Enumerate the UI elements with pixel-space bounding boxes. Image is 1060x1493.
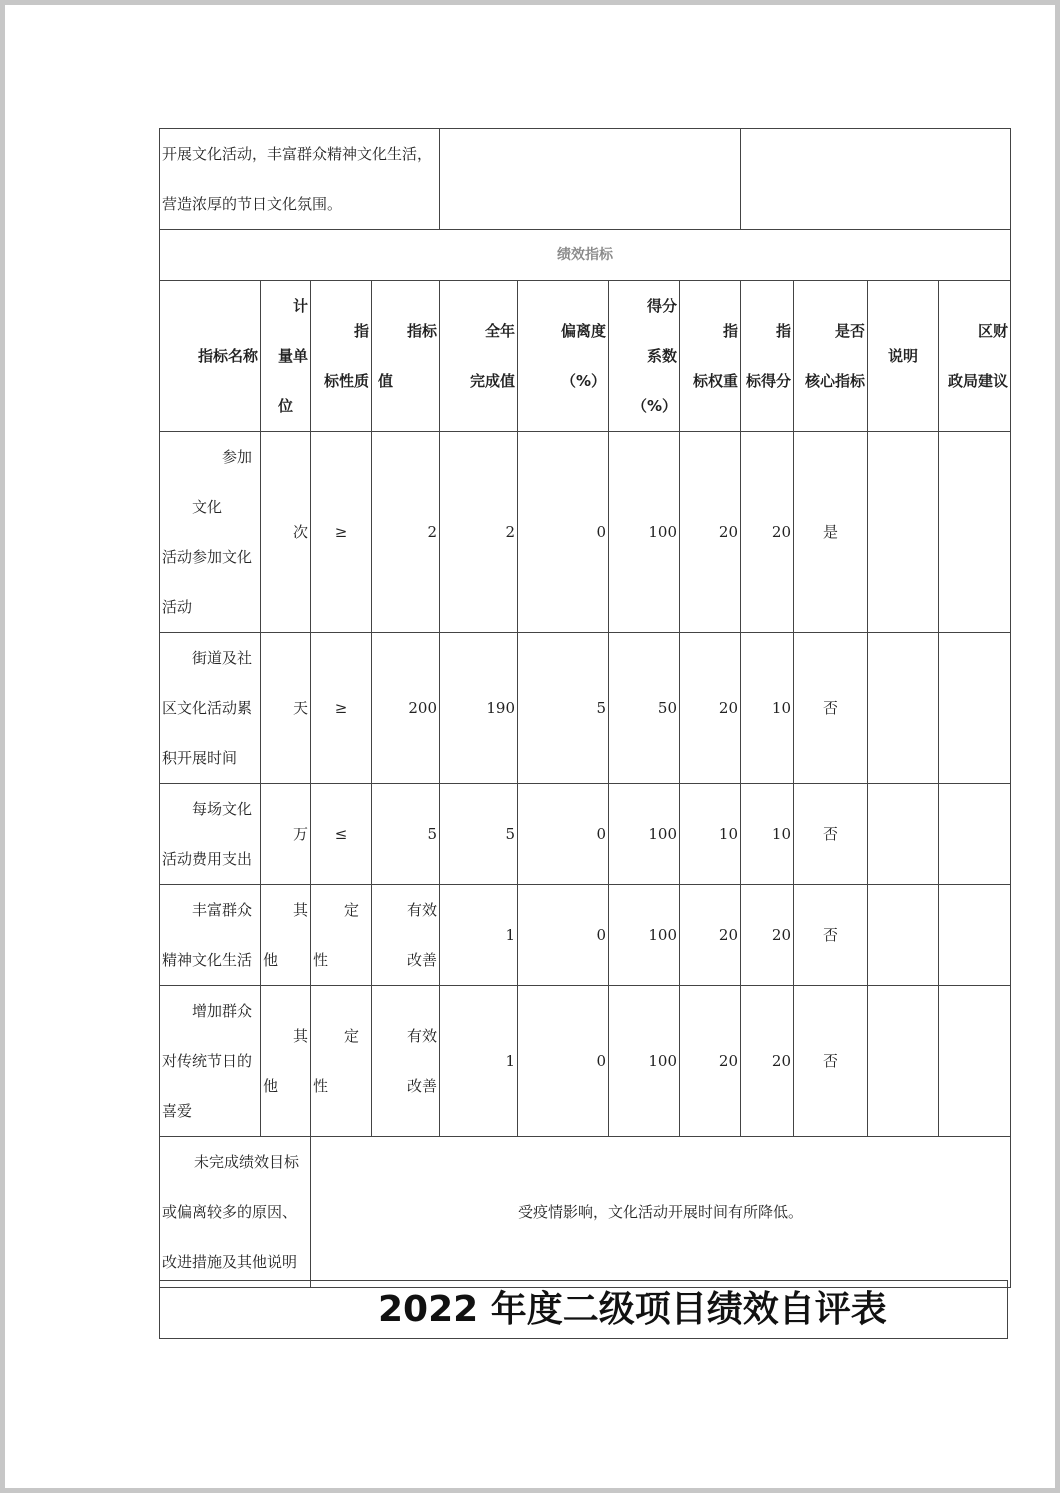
header-unit-line: 位	[277, 397, 293, 415]
goal-empty-cell	[741, 129, 1011, 230]
reason-label-line: 改进措施及其他说明	[162, 1253, 298, 1271]
value-line: 改善	[407, 951, 438, 969]
deviation-cell: 5	[518, 633, 609, 784]
core-cell: 否	[794, 784, 868, 885]
performance-table	[159, 128, 1011, 1288]
table-row	[160, 784, 1011, 885]
header-nature	[311, 281, 372, 432]
table-row	[160, 986, 1011, 1137]
header-nature-line: 指	[353, 322, 369, 340]
value-cell: 2	[372, 432, 440, 633]
value-line: 有效	[407, 1027, 438, 1045]
header-nature-line: 标性质	[323, 372, 369, 390]
header-core	[794, 281, 868, 432]
weight-cell: 20	[680, 986, 741, 1137]
header-unit-line: 量单	[277, 347, 308, 365]
unit-cell	[261, 986, 311, 1137]
header-deviation-line: （%）	[560, 372, 607, 390]
note-cell	[868, 885, 939, 986]
coefficient-cell: 50	[609, 633, 680, 784]
deviation-cell: 0	[518, 784, 609, 885]
note-cell	[868, 633, 939, 784]
score-cell: 10	[741, 784, 794, 885]
header-advice-line: 区财	[978, 322, 1009, 340]
indicator-name	[160, 885, 261, 986]
actual-cell: 2	[440, 432, 518, 633]
table-row	[160, 885, 1011, 986]
header-score-line: 标得分	[746, 372, 792, 390]
value-line: 改善	[407, 1077, 438, 1095]
unit-cell: 万	[261, 784, 311, 885]
deviation-cell: 0	[518, 432, 609, 633]
reason-label	[160, 1137, 311, 1288]
unit-line: 他	[263, 951, 279, 969]
value-cell	[372, 986, 440, 1137]
header-row	[160, 281, 1011, 432]
table-row	[160, 432, 1011, 633]
header-deviation-line: 偏离度	[561, 322, 607, 340]
note-cell	[868, 784, 939, 885]
indicator-name-line: 每场文化	[192, 800, 253, 818]
value-line: 有效	[407, 901, 438, 919]
header-core-line: 是否	[835, 322, 866, 340]
indicator-name	[160, 432, 261, 633]
actual-cell: 5	[440, 784, 518, 885]
header-actual	[440, 281, 518, 432]
goal-text-line: 开展文化活动，丰富群众精神文化生活，	[162, 145, 433, 163]
indicator-name-line: 区文化活动累	[162, 699, 253, 717]
value-cell: 200	[372, 633, 440, 784]
score-cell: 20	[741, 986, 794, 1137]
indicator-name-line: 对传统节日的	[162, 1052, 253, 1070]
note-cell	[868, 432, 939, 633]
indicator-name-line: 增加群众	[192, 1002, 253, 1020]
indicator-name-line: 丰富群众	[192, 901, 253, 919]
indicator-name-line: 参加文化	[192, 448, 253, 516]
header-coefficient-line: 系数（%）	[631, 347, 678, 415]
advice-cell	[939, 986, 1011, 1137]
actual-cell: 190	[440, 633, 518, 784]
form-title: 2022 年度二级项目绩效自评表	[159, 1280, 1008, 1339]
header-weight-line: 指	[723, 322, 739, 340]
score-cell: 10	[741, 633, 794, 784]
header-score	[741, 281, 794, 432]
nature-cell: ≥	[311, 633, 372, 784]
core-cell: 是	[794, 432, 868, 633]
nature-cell: ≥	[311, 432, 372, 633]
header-value-line: 指标	[407, 322, 438, 340]
note-cell	[868, 986, 939, 1137]
value-cell	[372, 885, 440, 986]
score-cell: 20	[741, 432, 794, 633]
goal-empty-cell	[440, 129, 741, 230]
goal-row	[160, 129, 1011, 230]
header-unit	[261, 281, 311, 432]
header-coefficient-line: 得分	[647, 297, 678, 315]
value-cell: 5	[372, 784, 440, 885]
unit-cell: 次	[261, 432, 311, 633]
weight-cell: 10	[680, 784, 741, 885]
header-coefficient	[609, 281, 680, 432]
indicator-name-line: 活动	[162, 598, 193, 616]
indicator-name-line: 喜爱	[162, 1102, 193, 1120]
core-cell: 否	[794, 986, 868, 1137]
unit-cell: 天	[261, 633, 311, 784]
header-advice-line: 政局建议	[948, 372, 1009, 390]
nature-line: 性	[313, 951, 329, 969]
header-actual-line: 全年	[485, 322, 516, 340]
header-weight-line: 标权重	[693, 372, 739, 390]
weight-cell: 20	[680, 432, 741, 633]
coefficient-cell: 100	[609, 885, 680, 986]
indicator-name-line: 活动费用支出	[162, 850, 253, 868]
header-advice	[939, 281, 1011, 432]
core-cell: 否	[794, 885, 868, 986]
actual-cell: 1	[440, 885, 518, 986]
header-weight	[680, 281, 741, 432]
actual-cell: 1	[440, 986, 518, 1137]
nature-cell	[311, 885, 372, 986]
indicator-name-line: 精神文化生活	[162, 951, 253, 969]
coefficient-cell: 100	[609, 784, 680, 885]
reason-label-line: 未完成绩效目标	[194, 1153, 300, 1171]
section-title: 绩效指标	[160, 230, 1011, 281]
indicator-name	[160, 633, 261, 784]
header-value	[372, 281, 440, 432]
unit-line: 他	[263, 1077, 279, 1095]
weight-cell: 20	[680, 885, 741, 986]
nature-line: 性	[313, 1077, 329, 1095]
reason-row	[160, 1137, 1011, 1288]
coefficient-cell: 100	[609, 986, 680, 1137]
indicator-name	[160, 784, 261, 885]
indicator-name-line: 积开展时间	[162, 749, 238, 767]
header-deviation	[518, 281, 609, 432]
core-cell: 否	[794, 633, 868, 784]
header-indicator-name: 指标名称	[160, 281, 261, 432]
advice-cell	[939, 885, 1011, 986]
unit-line: 其	[292, 1027, 308, 1045]
goal-text-line: 营造浓厚的节日文化氛围。	[162, 195, 343, 213]
indicator-name-line: 街道及社	[192, 649, 253, 667]
header-score-line: 指	[776, 322, 792, 340]
nature-line: 定	[343, 1027, 359, 1045]
reason-text: 受疫情影响，文化活动开展时间有所降低。	[311, 1137, 1011, 1288]
coefficient-cell: 100	[609, 432, 680, 633]
section-title-row	[160, 230, 1011, 281]
header-core-line: 核心指标	[805, 372, 866, 390]
score-cell: 20	[741, 885, 794, 986]
indicator-name-line: 活动参加文化	[162, 548, 253, 566]
deviation-cell: 0	[518, 986, 609, 1137]
indicator-name	[160, 986, 261, 1137]
table-row	[160, 633, 1011, 784]
header-unit-line: 计	[292, 297, 308, 315]
header-note: 说明	[868, 281, 939, 432]
advice-cell	[939, 432, 1011, 633]
weight-cell: 20	[680, 633, 741, 784]
advice-cell	[939, 784, 1011, 885]
header-actual-line: 完成值	[470, 372, 516, 390]
nature-line: 定	[343, 901, 359, 919]
nature-cell	[311, 986, 372, 1137]
header-value-line: 值	[378, 372, 394, 390]
goal-text-cell	[160, 129, 440, 230]
deviation-cell: 0	[518, 885, 609, 986]
advice-cell	[939, 633, 1011, 784]
nature-cell: ≤	[311, 784, 372, 885]
reason-label-line: 或偏离较多的原因、	[162, 1203, 298, 1221]
unit-line: 其	[292, 901, 308, 919]
unit-cell	[261, 885, 311, 986]
